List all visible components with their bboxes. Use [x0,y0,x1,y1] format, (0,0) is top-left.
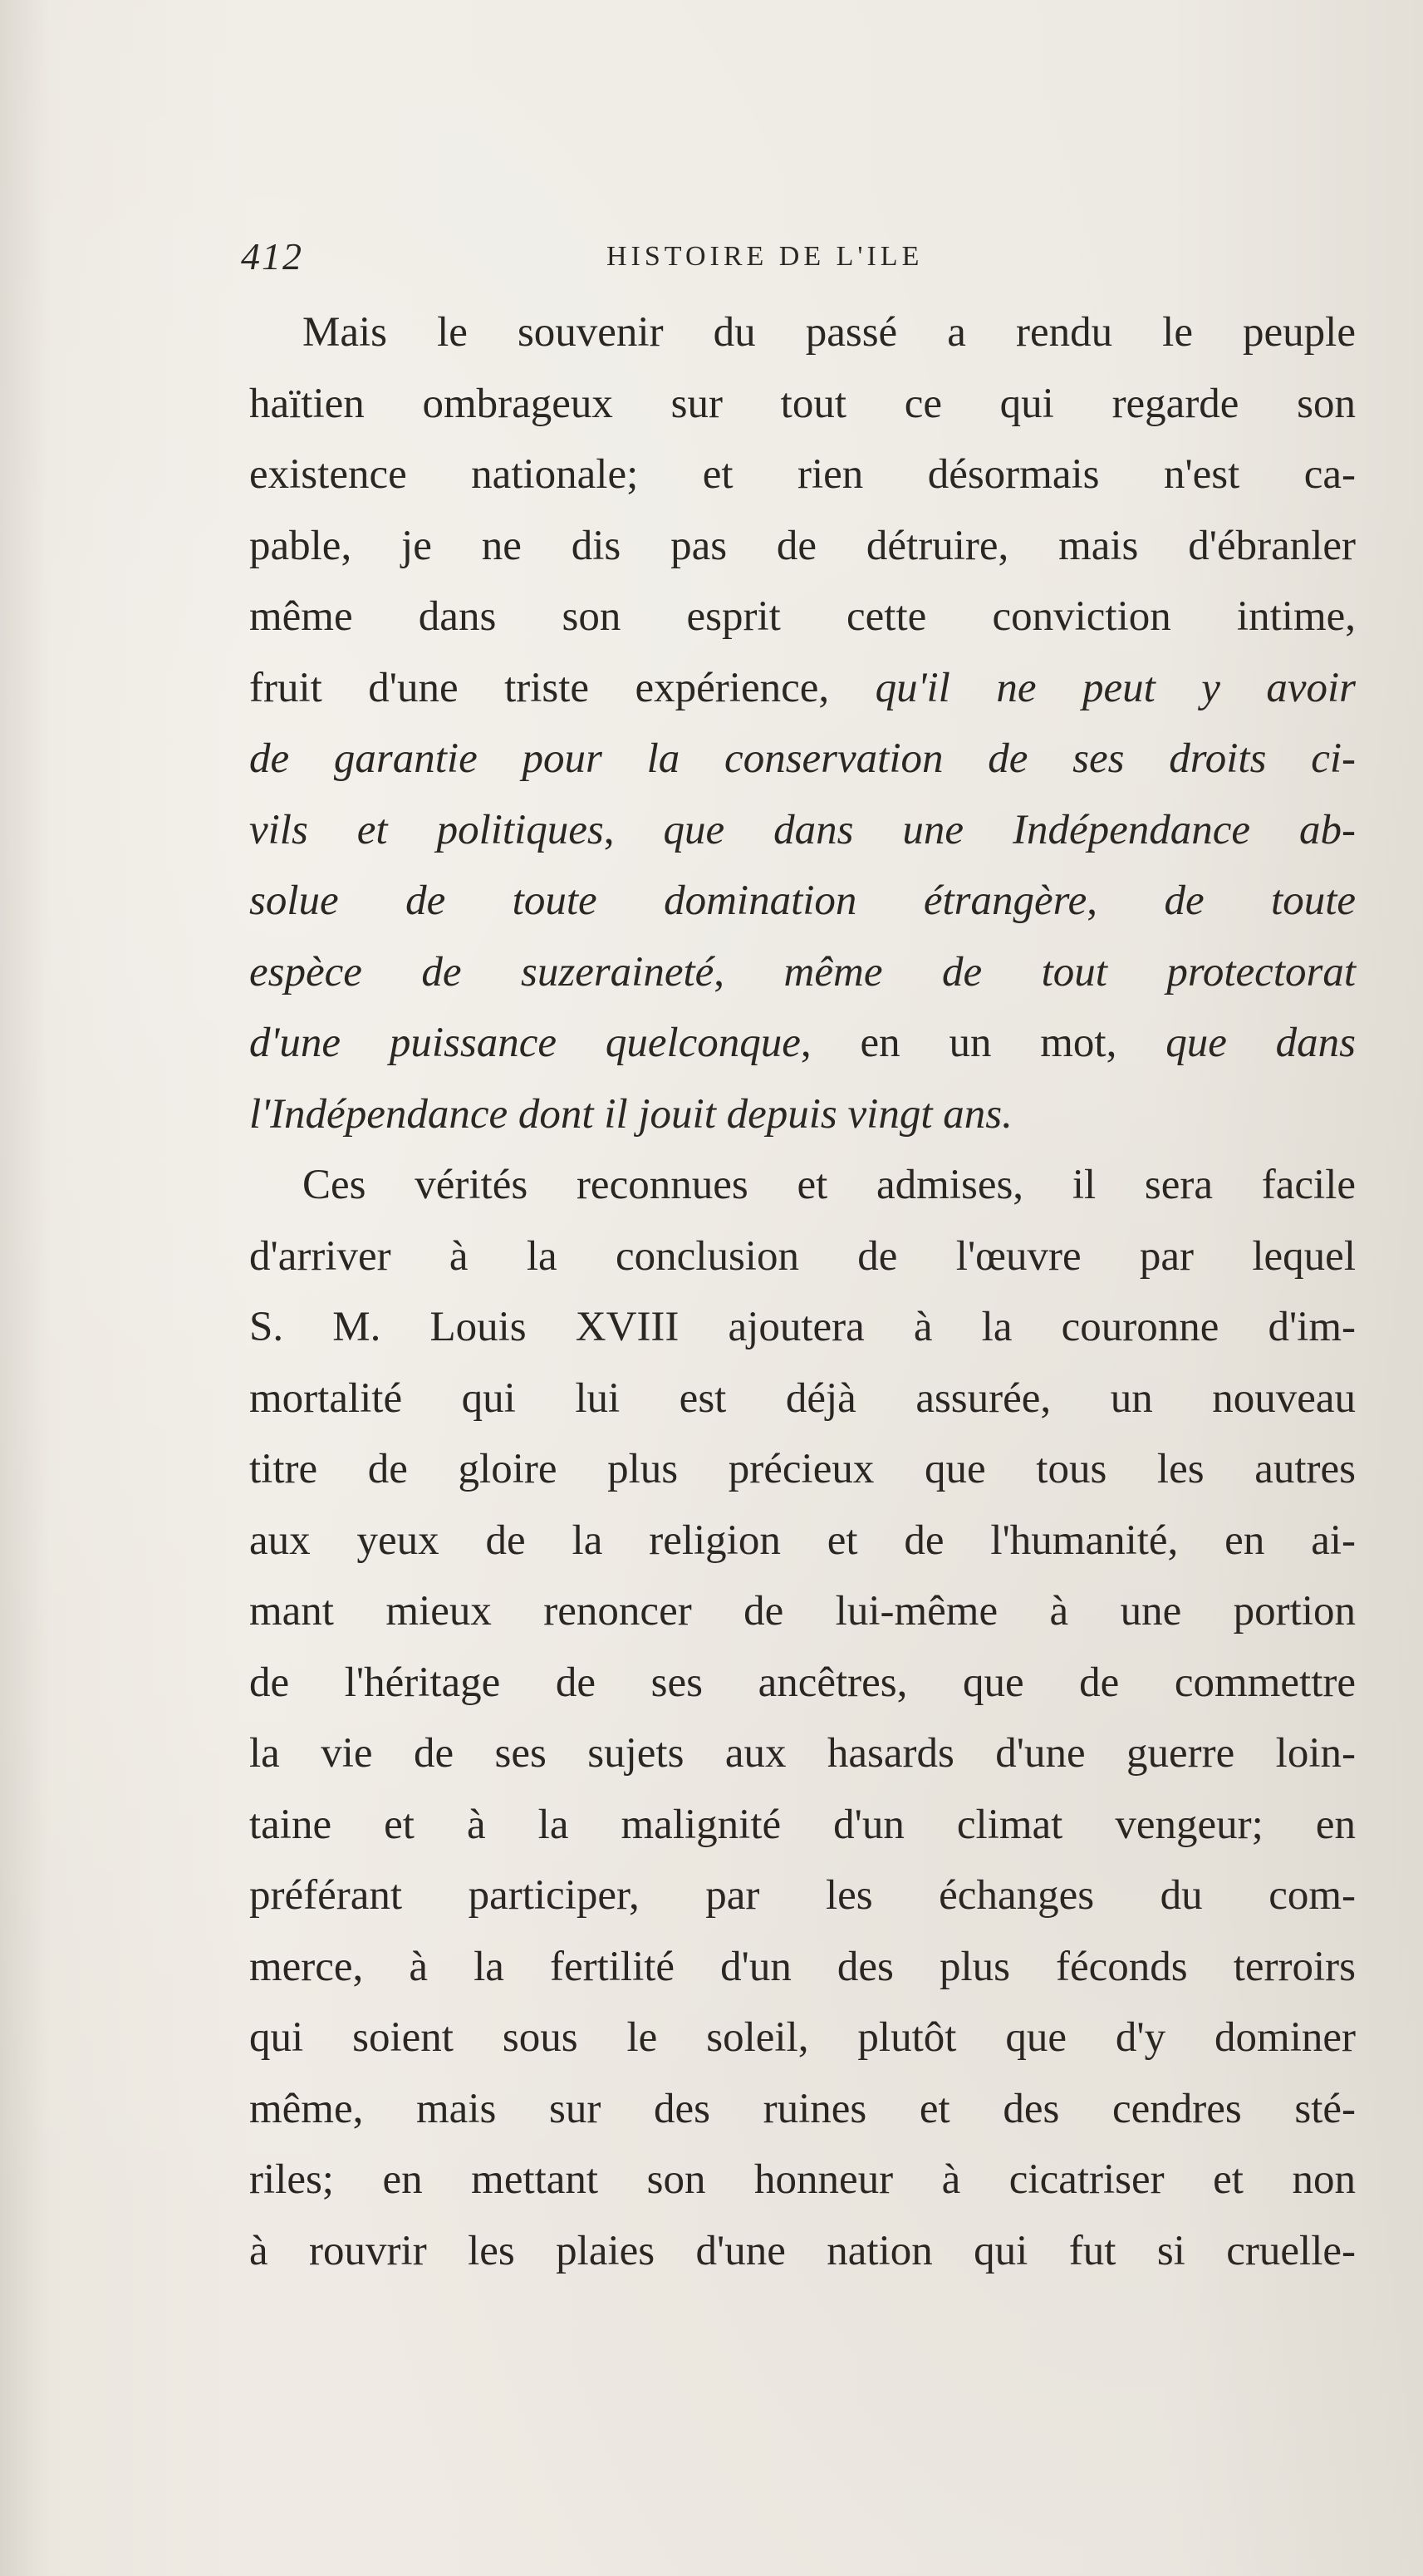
text-segment: d'arriver à la conclusion de l'œuvre par lequel [249,1232,1356,1280]
italic-text-segment: solue de toute domination étrangère [249,878,1087,924]
text-line [249,1079,1356,1151]
body-text [249,297,1356,2287]
text-line [249,1222,1356,1293]
text-segment: même, mais sur des ruines et des cendres sté- [249,2085,1356,2132]
text-segment: même dans son esprit cette conviction intime, [249,593,1356,640]
text-line [249,1150,1356,1222]
text-line [249,440,1356,511]
italic-text-segment: de garantie pour la conservation de ses droits ci- [249,735,1356,782]
text-line [249,2074,1356,2146]
text-line [249,1790,1356,1861]
text-line [249,2216,1356,2288]
text-segment: de l'héritage de ses ancêtres, que de commettre [249,1659,1356,1706]
text-segment: riles; en mettant son honneur à cicatriser et non [249,2156,1356,2203]
text-line [249,724,1356,795]
text-line [249,795,1356,867]
italic-text-segment: qu'il ne peut y avoir [875,664,1356,711]
running-head: HISTOIRE DE L'ILE [606,241,924,272]
italic-text-segment: vils et politiques [249,806,604,853]
text-line [249,2145,1356,2216]
text-segment: existence nationale; et rien désormais n'est ca- [249,451,1356,498]
text-line [249,511,1356,583]
text-line [249,1292,1356,1364]
italic-text-segment: l'Indépendance dont il jouit depuis vingt ans. [249,1090,1013,1138]
italic-text-segment: d'une puissance quelconque [249,1020,801,1066]
text-segment: la vie de ses sujets aux hasards d'une guerre loin- [249,1730,1356,1777]
text-segment: S. M. Louis XVIII ajoutera à la couronne d'im- [249,1304,1356,1350]
text-segment: mortalité qui lui est déjà assurée, un nouveau [249,1374,1356,1422]
text-line [249,1364,1356,1435]
text-segment: fruit d'une triste expérience, [249,664,876,711]
italic-text-segment: de toute [1164,878,1357,924]
text-segment: mant mieux renoncer de lui-même à une portion [249,1588,1356,1635]
italic-text-segment: même de tout protectorat [783,948,1356,995]
text-segment: merce, à la fertilité d'un des plus féconds terroirs [249,1943,1356,1990]
text-line [249,1506,1356,1577]
text-line [249,1861,1356,1932]
text-line [249,1008,1356,1079]
text-segment: taine et à la malignité d'un climat vengeur; en [249,1801,1356,1848]
text-segment: à rouvrir les plaies d'une nation qui fut si cruelle- [249,2227,1356,2274]
page-number: 412 [241,235,303,278]
text-segment: préférant participer, par les échanges du com- [249,1872,1356,1919]
text-segment: , [1087,878,1165,924]
italic-text-segment: que dans [1165,1020,1356,1066]
italic-text-segment: espèce de suzeraineté [249,948,714,995]
text-line [249,866,1356,937]
text-segment: pable, je ne dis pas de détruire, mais d'ébranler [249,522,1356,569]
text-segment: aux yeux de la religion et de l'humanité, en ai- [249,1517,1356,1564]
text-segment: , en un mot, [800,1020,1166,1066]
text-segment: , [603,806,664,853]
page-header [241,234,1072,284]
text-segment: qui soient sous le soleil, plutôt que d'y dominer [249,2014,1356,2061]
text-line [249,1648,1356,1719]
italic-text-segment: que dans une Indépendance ab- [663,806,1357,853]
text-segment: Mais le souvenir du passé a rendu le peuple [302,309,1356,356]
text-line [249,582,1356,653]
text-line [249,937,1356,1009]
text-line [249,1932,1356,2003]
text-line [249,1718,1356,1790]
text-segment: haïtien ombrageux sur tout ce qui regarde son [249,380,1356,427]
text-segment: Ces vérités reconnues et admises, il sera facile [302,1162,1356,1208]
text-line [249,653,1356,725]
text-line [249,369,1356,440]
text-segment: , [714,948,784,995]
text-line [249,1434,1356,1506]
text-segment: titre de gloire plus précieux que tous les autres [249,1446,1356,1492]
text-line [249,297,1356,369]
text-line [249,2003,1356,2074]
text-line [249,1576,1356,1648]
